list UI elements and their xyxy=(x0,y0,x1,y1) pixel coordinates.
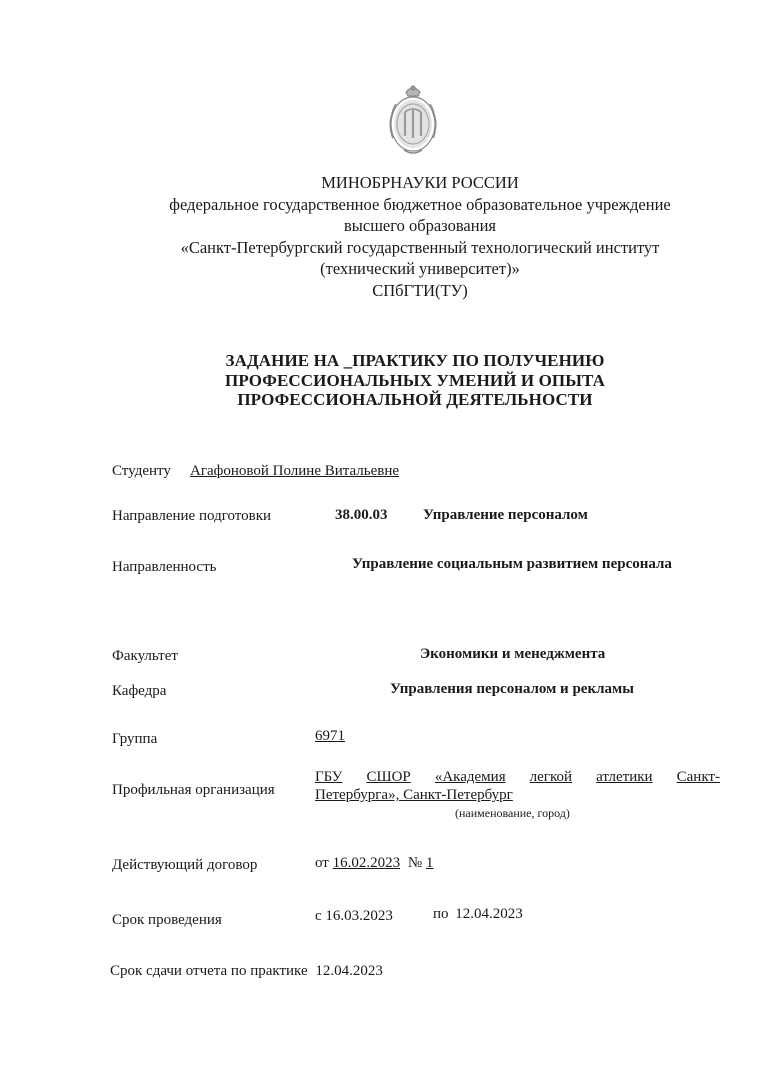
period-to xyxy=(433,906,523,923)
organization-word: «Академия xyxy=(434,769,506,785)
institution-abbr: СПбГТИ(ТУ) xyxy=(372,280,468,300)
organization-word: легкой xyxy=(529,769,573,785)
organization-word: Санкт- xyxy=(676,769,720,785)
ministry-name: МИНОБРНАУКИ РОССИИ xyxy=(321,173,519,192)
contract-number: 1 xyxy=(425,855,434,871)
period-to-date: 12.04.2023 xyxy=(455,906,523,922)
report-deadline xyxy=(110,963,383,980)
organization-hint: (наименование, город) xyxy=(455,806,570,820)
period-to-prefix: по xyxy=(433,906,449,922)
student-name: Агафоновой Полине Витальевне xyxy=(190,463,400,479)
institution-header xyxy=(100,172,740,301)
university-emblem-icon xyxy=(384,82,442,158)
period-label: Срок проведения xyxy=(112,912,222,928)
institution-level: высшего образования xyxy=(344,216,496,235)
focus-label: Направленность xyxy=(112,559,217,575)
report-date: 12.04.2023 xyxy=(315,963,383,979)
group-label: Группа xyxy=(112,731,158,747)
organization-line-2: Петербурга», Санкт-Петербург xyxy=(315,787,513,803)
focus-value: Управление социальным развитием персонала xyxy=(352,556,672,572)
faculty-value: Экономики и менеджмента xyxy=(420,646,606,662)
department-value: Управления персоналом и рекламы xyxy=(390,681,634,697)
department-label: Кафедра xyxy=(112,683,167,699)
period-from-date: 16.03.2023 xyxy=(325,908,393,924)
organization-word: СШОР xyxy=(366,769,411,785)
period-from xyxy=(315,908,393,925)
title-line-2: ПРОФЕССИОНАЛЬНЫХ УМЕНИЙ И ОПЫТА xyxy=(225,370,605,390)
student-label: Студенту xyxy=(112,463,171,479)
institution-name: «Санкт-Петербургский государственный технологический институт xyxy=(180,237,660,257)
contract-value xyxy=(315,855,433,872)
organization-word: ГБУ xyxy=(315,769,343,785)
contract-number-prefix: № xyxy=(407,855,423,871)
contract-date: 16.02.2023 xyxy=(332,855,401,871)
title-line-1: ЗАДАНИЕ НА _ПРАКТИКУ ПО ПОЛУЧЕНИЮ xyxy=(225,351,605,370)
direction-name: Управление персоналом xyxy=(423,507,588,523)
institution-type: федеральное государственное бюджетное образовательное учреждение xyxy=(169,194,671,214)
institution-name-cont: (технический университет)» xyxy=(320,259,520,278)
title-line-3: ПРОФЕССИОНАЛЬНОЙ ДЕЯТЕЛЬНОСТИ xyxy=(237,390,593,409)
contract-from-prefix: от xyxy=(315,855,329,871)
organization-label: Профильная организация xyxy=(112,782,275,798)
organization-value xyxy=(315,768,720,804)
direction-label: Направление подготовки xyxy=(112,508,272,524)
faculty-label: Факультет xyxy=(112,648,178,664)
direction-code: 38.00.03 xyxy=(335,507,388,523)
document-title xyxy=(150,351,680,410)
group-value: 6971 xyxy=(315,728,345,744)
report-label: Срок сдачи отчета по практике xyxy=(110,963,308,979)
contract-label: Действующий договор xyxy=(112,857,258,873)
organization-word: атлетики xyxy=(596,769,653,785)
period-from-prefix: с xyxy=(315,908,322,924)
organization-line-1 xyxy=(315,768,720,786)
